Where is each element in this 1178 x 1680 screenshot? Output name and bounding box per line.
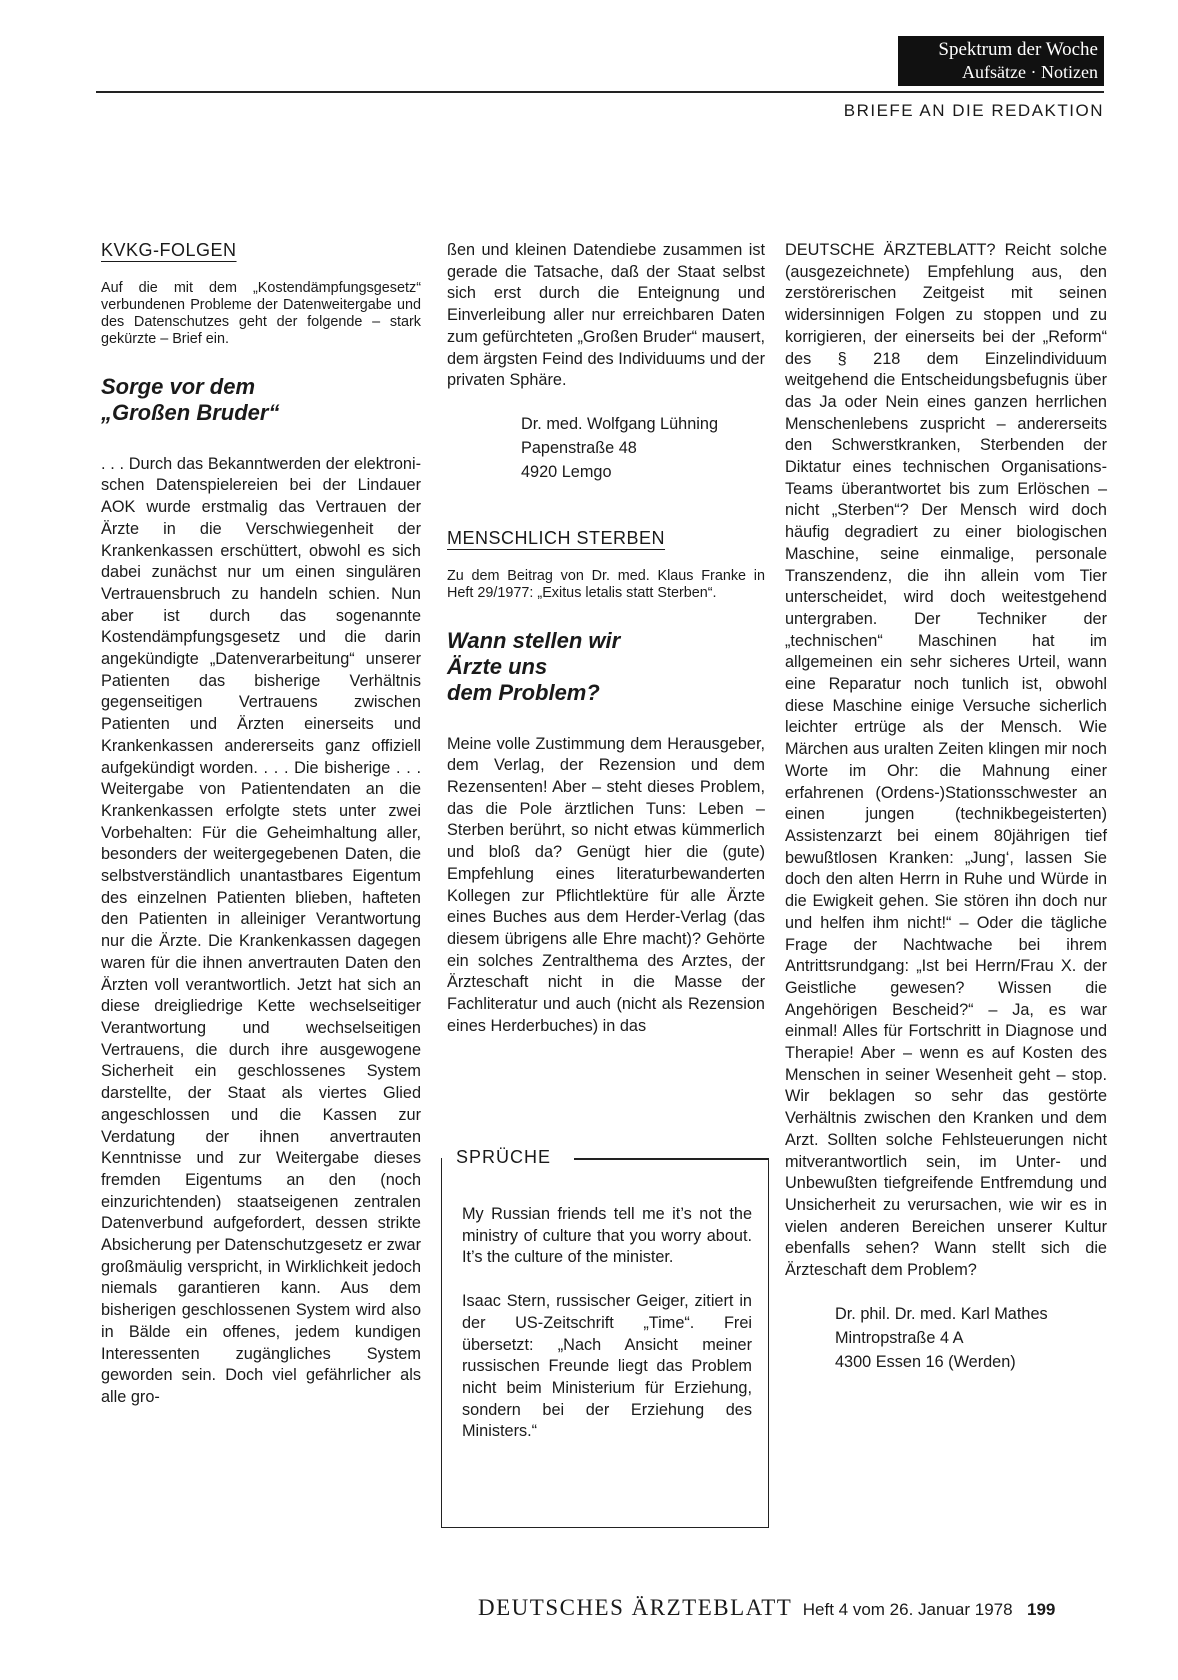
letter2-street: Mintropstraße 4 A	[835, 1328, 964, 1347]
column-1	[101, 240, 421, 1409]
letter1-street: Papenstraße 48	[521, 438, 637, 457]
badge-line-2: Aufsätze · Notizen	[962, 62, 1098, 82]
footer-issue: Heft 4 vom 26. Januar 1978	[802, 1600, 1013, 1619]
letter2-signature	[835, 1302, 1107, 1374]
page-footer	[478, 1595, 1055, 1621]
letter2-headline	[447, 628, 765, 706]
column-2	[447, 240, 765, 1037]
letter1-signature	[521, 412, 765, 484]
sprueche-attribution: Isaac Stern, russischer Geiger, zitiert in der US-Zeitschrift „Time“. Frei übersetzt: „Nach Ansicht meiner russischen Freunde liegt das Problem nicht beim Ministerium für Erziehung, sondern bei der Erziehung des Ministers.“	[462, 1292, 752, 1441]
letter1-intro: Auf die mit dem „Kostendämpfungsgesetz“ verbundenen Probleme der Datenweitergabe und des Datenschutzes geht der folgende – stark gekürzte – Brief ein.	[101, 279, 421, 347]
letter1-body-part-1: . . . Durch das Bekanntwerden der elektronischen Datenspielereien bei der Lindauer AOK wurde erstmalig das Vertrauen der Ärzte in die Verschwiegenheit der Krankenkassen erschüttert, obwohl es sich dabei zunächst nur um einen singulären Vertrauensbruch zu handeln schien. Nun aber ist durch das sogenannte Kostendämpfungsgesetz und die darin angekündigte „Datenverarbeitung“ unserer Patienten das bisherige Verhältnis gegenseitigen Vertrauens zwischen Patienten und Ärzten einerseits und Krankenkassen andererseits ganz offiziell aufgekündigt worden. . . . Die bisherige . . . Weitergabe von Patientendaten an die Krankenkassen erfolgte stets unter zwei Vorbehalten: Für die Geheimhaltung aller, besonders der weitergegebenen Daten, die selbstverständlich unantastbares Eigentum des einzelnen Patienten blieben, hafteten den Patienten in alleiniger Verantwortung nur die Ärzte. Die Krankenkassen dagegen waren für die ihnen anvertrauten Daten den Ärzten voll verantwortlich. Jetzt hat sich an diese dreigliedrige Kette wechselseitiger Verantwortung und wechselseitigen Vertrauens, die durch ihre ausgewogene Sicherheit ein geschlossenes System darstellte, der Staat als viertes Glied angeschlossen und die Kassen zur Verdatung der ihnen anvertrauten Kenntnisse und zur Weitergabe dieses fremden Eigentums an den (noch einzurichtenden) staatseigenen zentralen Datenverbund aufgefordert, dessen strikte Absicherung per Datenschutzgesetz er zwar großmäulig verspricht, in Wirklichkeit jedoch niemals garantieren kann. Aus dem bisherigen geschlossenen System wird also in Bälde ein offenes, jedem kundigen Interessenten zugängliches System geworden sein. Doch viel gefährlicher als alle gro-	[101, 454, 421, 1406]
sprueche-quote: My Russian friends tell me it’s not the ministry of culture that you worry about. It’s the culture of the minister.	[462, 1205, 752, 1267]
letter1-headline-line-1: Sorge vor dem	[101, 373, 256, 399]
sprueche-box-top-border	[574, 1158, 768, 1160]
letter2-rubric: MENSCHLICH STERBEN	[447, 527, 666, 548]
letter1-author: Dr. med. Wolfgang Lühning	[521, 414, 719, 433]
badge-line-1: Spektrum der Woche	[938, 39, 1098, 60]
header-divider	[96, 91, 1104, 93]
letter2-author: Dr. phil. Dr. med. Karl Mathes	[835, 1304, 1048, 1323]
journal-section-badge	[898, 36, 1104, 86]
letter2-headline-line-1: Wann stellen wir	[447, 627, 621, 653]
letter1-rubric: KVKG-FOLGEN	[101, 240, 237, 260]
letter2-body-part-1: Meine volle Zustimmung dem Herausgeber, dem Verlag, der Rezension und dem Rezensenten! Aber – steht dieses Problem, das die Pole ärztlichen Tuns: Leben – Sterben berührt, so nicht etwas kümmerlich und bloß da? Genügt hier die (gute) Empfehlung eines literaturbewanderten Kollegen zur Pflichtlektüre für alle Ärzte eines Buches aus dem Herder-Verlag (das diesem übrigens alle Ehre macht)? Gehörte ein solches Zentralthema des Arztes, der Ärzteschaft nicht in die Masse der Fachliteratur und auch (nicht als Rezension eines Herderbuches) in das	[447, 734, 765, 1035]
sprueche-title: SPRÜCHE	[450, 1147, 559, 1169]
letter2-body-part-2: DEUTSCHE ÄRZTEBLATT? Reicht solche (ausgezeichnete) Empfehlung aus, den zerstörerischen Zeitgeist mit seinen widersinnigen Folgen zu stoppen und zu korrigieren, der einerseits bei der „Reform“ des § 218 dem Einzelindividuum weitgehend die Entscheidungsbefugnis über das Ja oder Nein eines ganzen herrlichen Menschenlebens zuspricht – andererseits den Schwerstkranken, Sterbenden der Diktatur eines technischen Organisations-Teams überantwortet bis zum Erlöschen – nicht „Sterben“? Der Mensch wird doch häufig degradiert zu einer biologischen Maschine, seine einmalige, personale Transzendenz, die ihn allein vom Tier unterscheidet, wird doch weitestgehend untergraben. Der Techniker der „technischen“ Maschinen hat im allgemeinen ein sehr sicheres Urteil, wann eine Reparatur noch tunlich ist, obwohl diese Maschine einige Versuche sicherlich leichter ertrüge als der Mensch. Wie Märchen aus uralten Zeiten klingen mir noch Worte im Ohr: die Mahnung einer erfahrenen (Ordens-)Stationsschwester an einen jungen (technikbegeisterten) Assistenzarzt bei einem 80jährigen tief bewußtlosen Kranken: „Jung‘, lassen Sie doch den alten Herrn in Ruhe und Würde in die Ewigkeit gehen. Sie stören ihn doch nur und helfen ihm nicht!“ – Oder die tägliche Frage der Nachtwache bei ihrem Antrittsrundgang: „Ist bei Herrn/Frau X. der Geistliche gewesen? Wissen die Angehörigen Bescheid?“ – Ja, es war einmal! Alles für Fortschritt in Diagnose und Therapie! Aber – wenn es auf Kosten des Menschen in seiner Wesenheit geht – stop. Wir beklagen so sehr das gestörte Verhältnis zwischen den Kranken und dem Arzt. Sollten solche Fehlsteuerungen nicht mitverantwortlich sein, im Unter- und Unbewußten tiefgreifende Entfremdung und Unsicherheit zu verursachen, wie wir es in vielen anderen Bereichen unserer Kultur ebenfalls sehen? Wann stellt sich die Ärzteschaft dem Problem?	[785, 241, 1107, 1280]
section-title: BRIEFE AN DIE REDAKTION	[843, 101, 1104, 120]
letter1-headline-line-2: „Großen Bruder“	[101, 399, 280, 425]
sprueche-box	[441, 1147, 769, 1528]
letter1-headline	[101, 374, 421, 426]
letter2-headline-line-3: dem Problem?	[447, 679, 600, 705]
letter2-intro: Zu dem Beitrag von Dr. med. Klaus Franke in Heft 29/1977: „Exitus letalis statt Sterben“.	[447, 567, 765, 601]
footer-journal-name: DEUTSCHES ÄRZTEBLATT	[478, 1595, 793, 1620]
letter1-city: 4920 Lemgo	[521, 462, 612, 481]
letter2-headline-line-2: Ärzte uns	[447, 653, 548, 679]
letter2-city: 4300 Essen 16 (Werden)	[835, 1352, 1016, 1371]
column-3	[785, 240, 1107, 1374]
footer-page-number: 199	[1027, 1600, 1056, 1619]
letter1-body-part-2: ßen und kleinen Datendiebe zusammen ist gerade die Tatsache, daß der Staat selbst sich erst durch die Enteignung und Einverleibung aller nur erreichbaren Daten zum gefürchteten „Großen Bruder“ mausert, dem ärgsten Feind des Individuums und der privaten Sphäre.	[447, 241, 765, 390]
